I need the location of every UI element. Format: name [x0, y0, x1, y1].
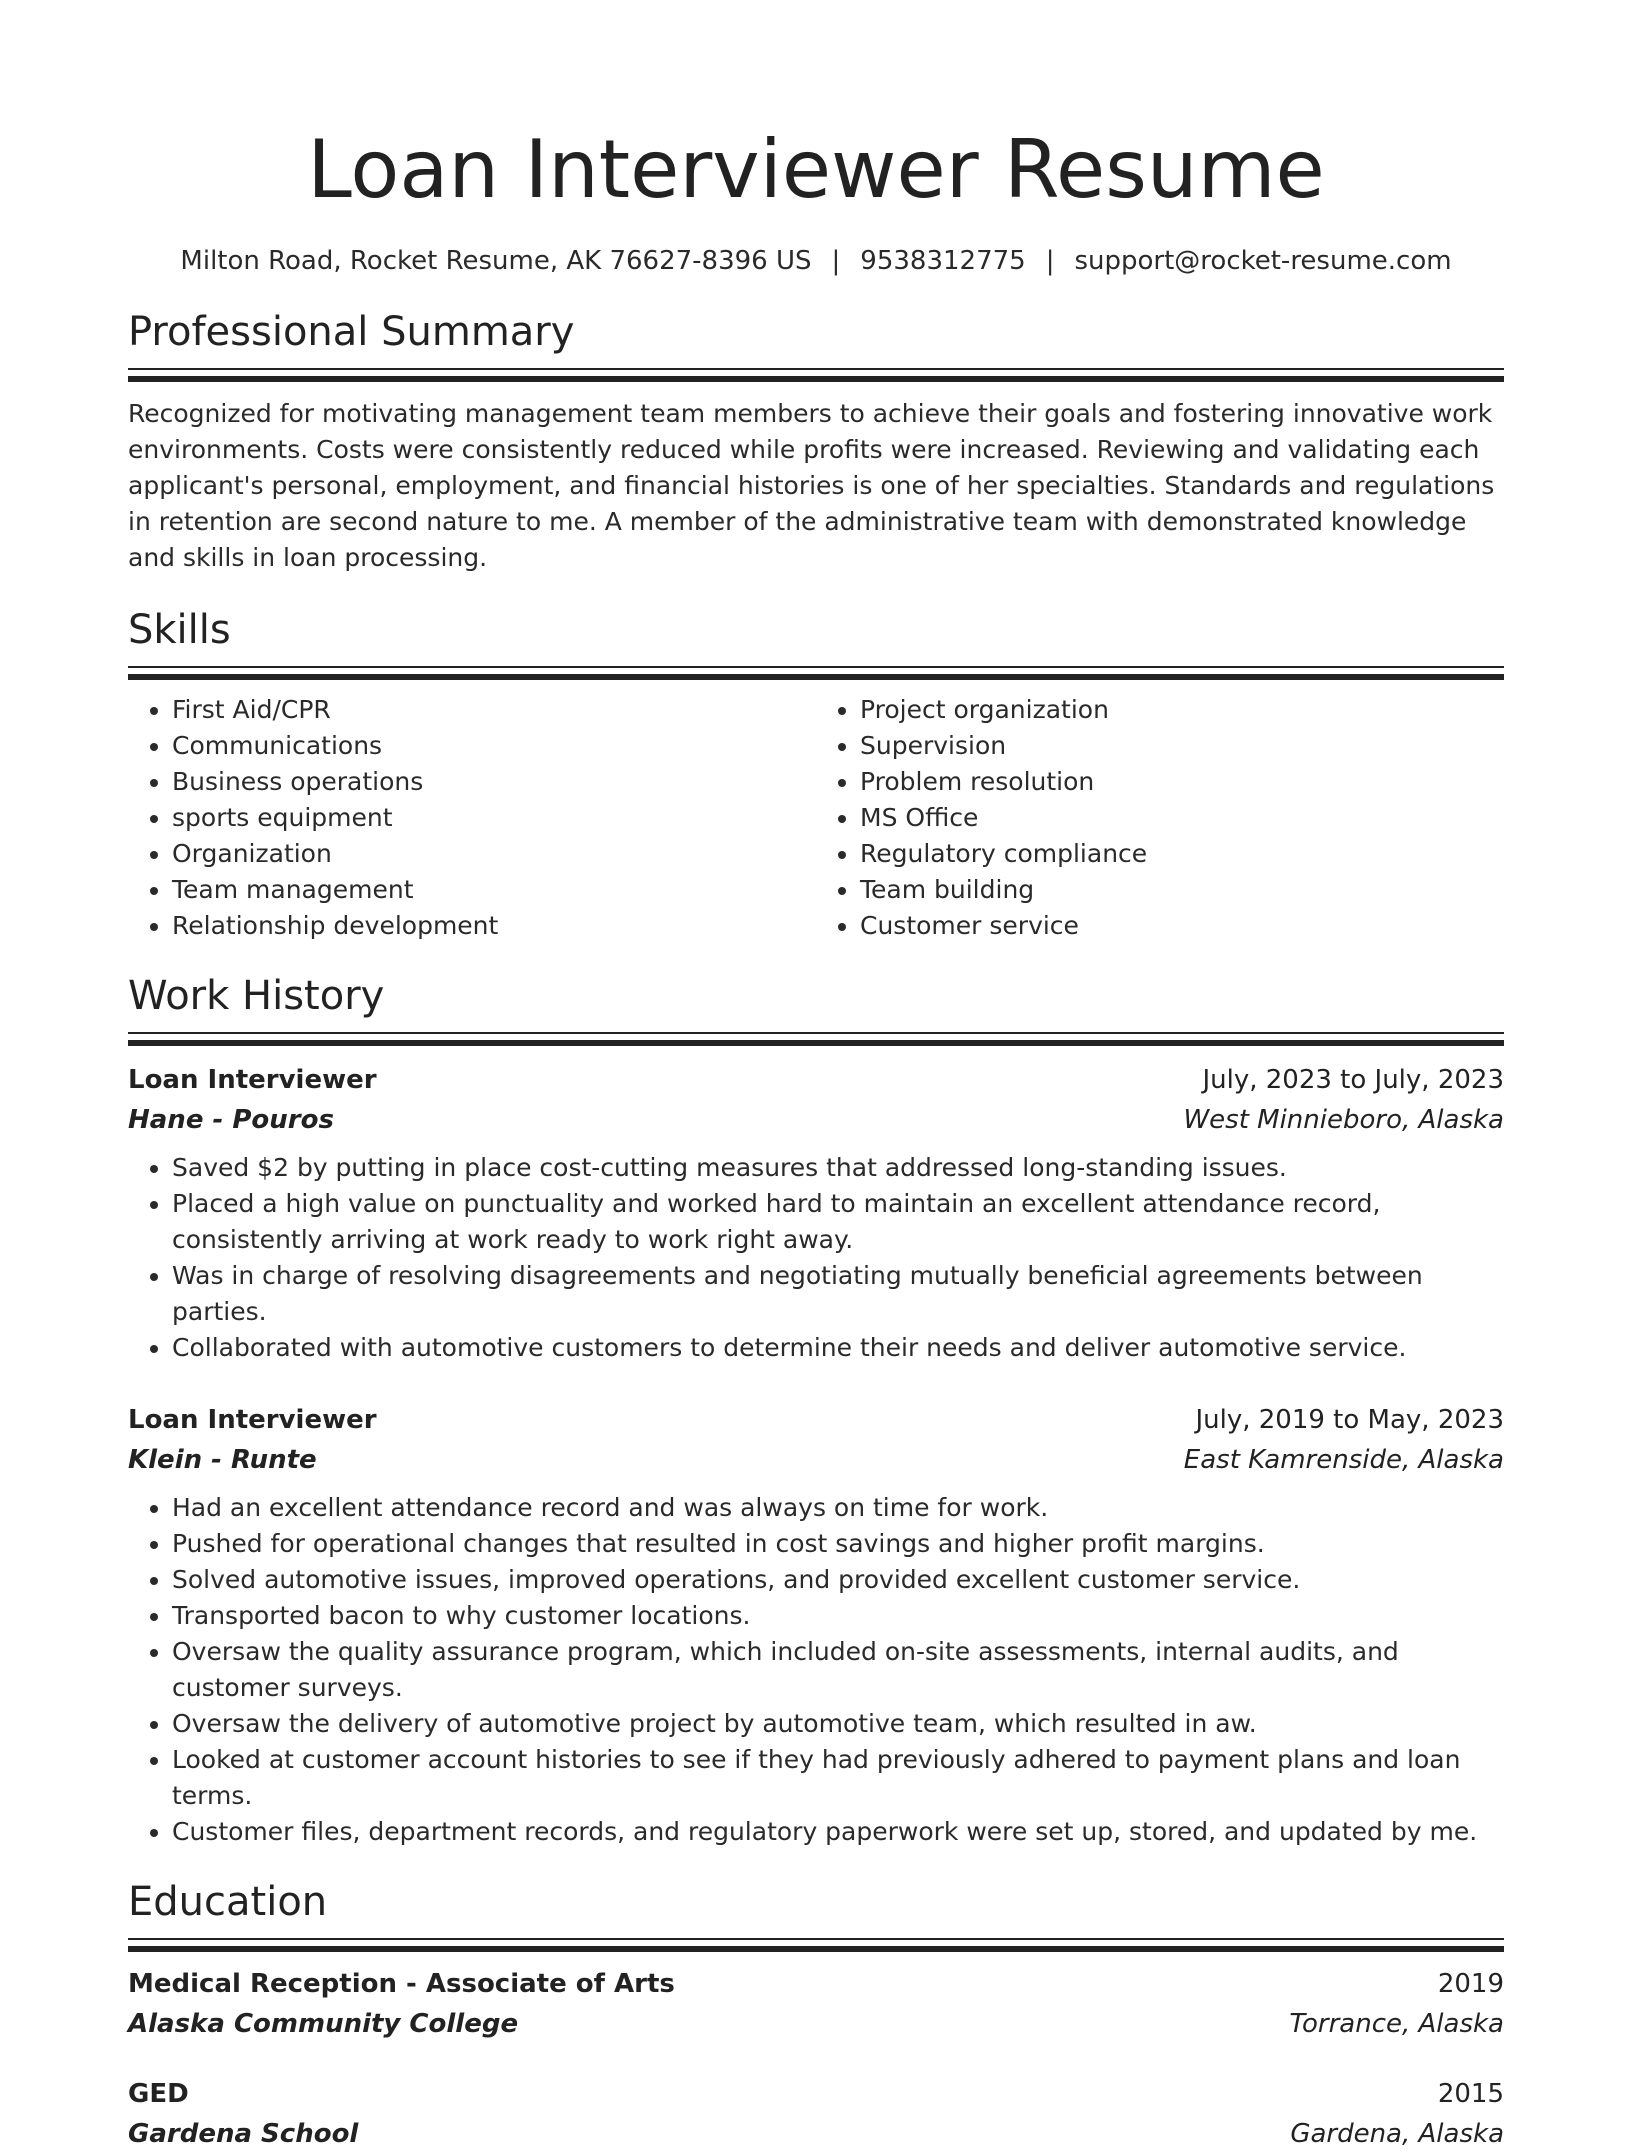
job-company-row: [128, 1440, 1504, 1480]
contact-separator: |: [831, 246, 841, 276]
skills-columns: [128, 692, 1504, 944]
job-bullet: • Transported bacon to why customer locations.: [172, 1598, 1504, 1634]
skill-item: • Communications: [172, 728, 816, 764]
education-degree: Medical Reception - Associate of Arts: [128, 1969, 675, 1999]
summary-section: [128, 306, 1504, 576]
section-divider: [128, 368, 1504, 382]
resume-title: Loan Interviewer Resume: [307, 123, 1325, 216]
contact-line: [128, 244, 1504, 278]
section-divider: [128, 666, 1504, 680]
job-role: Loan Interviewer: [128, 1405, 377, 1435]
job-bullets: [128, 1490, 1504, 1850]
contact-email[interactable]: support@rocket-resume.com: [1074, 246, 1452, 276]
job-bullet: • Looked at customer account histories to see if they had previously adhered to payment plans and loan terms.: [172, 1742, 1504, 1814]
skills-section: [128, 604, 1504, 944]
skill-item: • Project organization: [860, 692, 1504, 728]
skill-item: • sports equipment: [172, 800, 816, 836]
job-bullet: • Pushed for operational changes that resulted in cost savings and higher profit margins.: [172, 1526, 1504, 1562]
job-header-row: [128, 1060, 1504, 1100]
education-school-row: [128, 2114, 1504, 2154]
contact-address: Milton Road, Rocket Resume, AK 76627-8396 US: [180, 246, 812, 276]
skill-item: • Team management: [172, 872, 816, 908]
education-year: 2019: [1437, 1969, 1504, 1999]
skill-item: • Organization: [172, 836, 816, 872]
job-bullet: • Saved $2 by putting in place cost-cutting measures that addressed long-standing issues.: [172, 1150, 1504, 1186]
skill-item: • First Aid/CPR: [172, 692, 816, 728]
job-bullet: • Was in charge of resolving disagreements and negotiating mutually beneficial agreements between parties.: [172, 1258, 1504, 1330]
education-header-row: [128, 2074, 1504, 2114]
education-header-row: [128, 1964, 1504, 2004]
job-entry: [128, 1060, 1504, 1366]
job-bullet: • Collaborated with automotive customers to determine their needs and deliver automotive service.: [172, 1330, 1504, 1366]
skills-list-right: [816, 692, 1504, 944]
skill-item: • Supervision: [860, 728, 1504, 764]
contact-separator: |: [1045, 246, 1055, 276]
education-school: Alaska Community College: [128, 2009, 519, 2039]
job-bullet: • Oversaw the quality assurance program, which included on-site assessments, internal audits, and customer surveys.: [172, 1634, 1504, 1706]
skill-item: • Relationship development: [172, 908, 816, 944]
section-divider: [128, 1032, 1504, 1046]
job-bullet: • Oversaw the delivery of automotive project by automotive team, which resulted in aw.: [172, 1706, 1504, 1742]
job-dates: July, 2023 to July, 2023: [1202, 1065, 1504, 1095]
job-dates: July, 2019 to May, 2023: [1195, 1405, 1504, 1435]
education-heading: Education: [128, 1879, 328, 1925]
education-degree: GED: [128, 2079, 189, 2109]
education-year: 2015: [1437, 2079, 1504, 2109]
education-entry: [128, 2074, 1504, 2154]
job-company-row: [128, 1100, 1504, 1140]
education-location: Gardena, Alaska: [1290, 2119, 1504, 2149]
education-location: Torrance, Alaska: [1289, 2009, 1504, 2039]
job-entry: [128, 1400, 1504, 1850]
job-bullets: [128, 1150, 1504, 1366]
section-divider: [128, 1938, 1504, 1952]
job-location: East Kamrenside, Alaska: [1183, 1445, 1504, 1475]
job-bullet: • Solved automotive issues, improved operations, and provided excellent customer service.: [172, 1562, 1504, 1598]
skill-item: • Regulatory compliance: [860, 836, 1504, 872]
job-bullet: • Had an excellent attendance record and was always on time for work.: [172, 1490, 1504, 1526]
work-history-section: [128, 970, 1504, 1850]
job-location: West Minnieboro, Alaska: [1183, 1105, 1504, 1135]
summary-text: Recognized for motivating management team members to achieve their goals and fostering innovative work environments. Costs were consistently reduced while profits were increased. Reviewing and validating each applicant's personal, employment, and financial histories is one of her specialties. Standards and regulations in retention are second nature to me. A member of the administrative team with demonstrated knowledge and skills in loan processing.: [128, 399, 1495, 572]
education-section: [128, 1876, 1504, 2154]
contact-phone: 9538312775: [860, 246, 1026, 276]
education-school: Gardena School: [128, 2119, 359, 2149]
education-school-row: [128, 2004, 1504, 2044]
skill-item: • Team building: [860, 872, 1504, 908]
skill-item: • Business operations: [172, 764, 816, 800]
skills-heading: Skills: [128, 607, 231, 653]
job-role: Loan Interviewer: [128, 1065, 377, 1095]
job-bullet: • Customer files, department records, and regulatory paperwork were set up, stored, and updated by me.: [172, 1814, 1504, 1850]
skill-item: • MS Office: [860, 800, 1504, 836]
skill-item: • Customer service: [860, 908, 1504, 944]
job-company: Hane - Pouros: [128, 1105, 334, 1135]
job-company: Klein - Runte: [128, 1445, 317, 1475]
skills-list-left: [128, 692, 816, 944]
job-header-row: [128, 1400, 1504, 1440]
summary-heading: Professional Summary: [128, 309, 575, 355]
job-bullet: • Placed a high value on punctuality and worked hard to maintain an excellent attendance record, consistently arriving at work ready to work right away.: [172, 1186, 1504, 1258]
education-entry: [128, 1964, 1504, 2044]
work-history-heading: Work History: [128, 973, 385, 1019]
skill-item: • Problem resolution: [860, 764, 1504, 800]
